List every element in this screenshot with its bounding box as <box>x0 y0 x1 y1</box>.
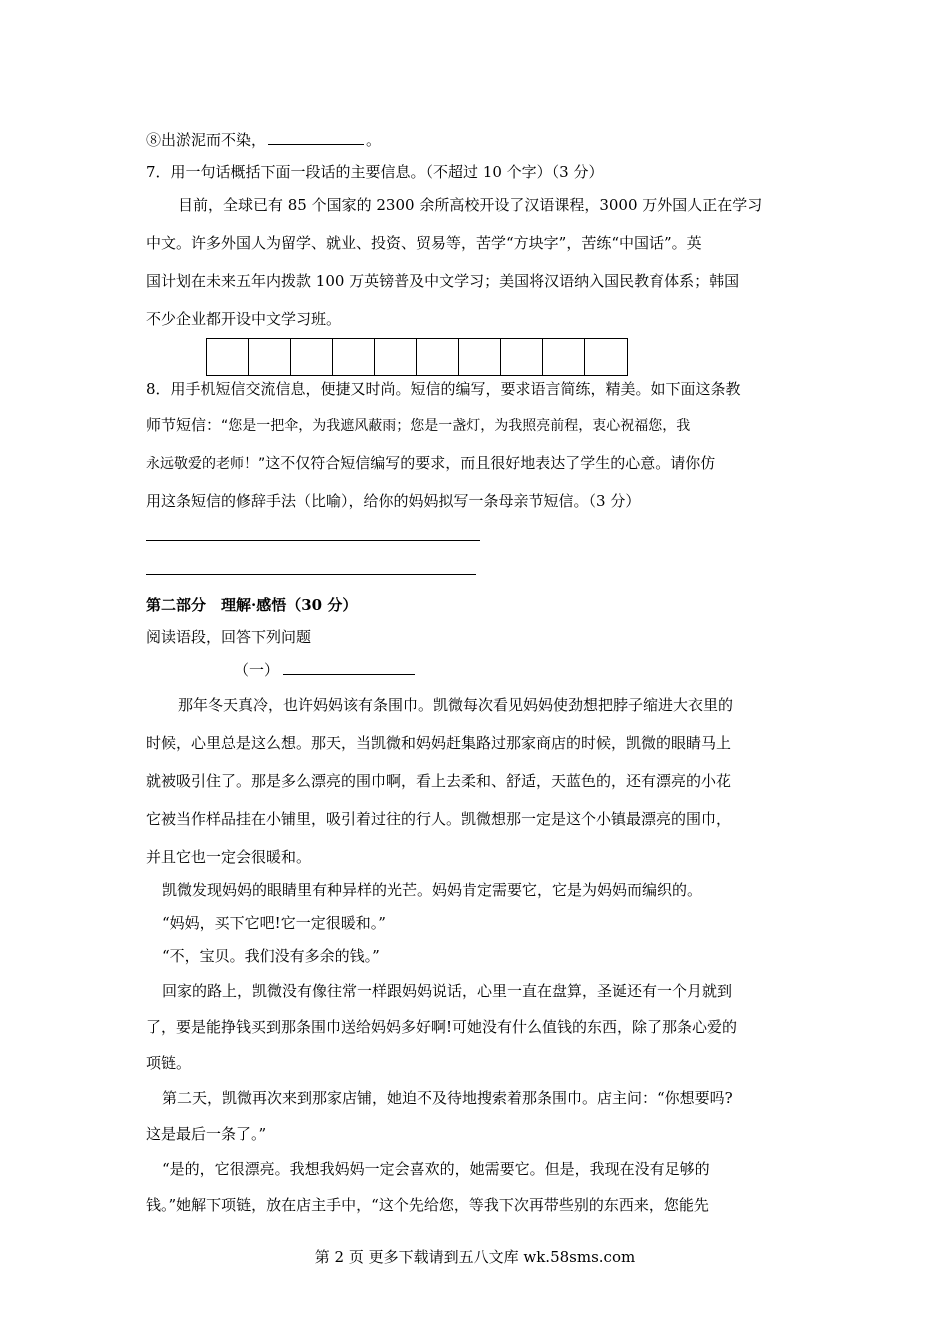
story-line-10: 了，要是能挣钱买到那条围巾送给妈妈多好啊!可她没有什么值钱的东西，除了那条心爱的 <box>146 1018 738 1036</box>
q8-line-2 <box>146 414 806 436</box>
part2-heading: 第二部分 理解·感悟（30 分） <box>146 596 358 614</box>
answer-box[interactable] <box>291 339 333 375</box>
story-line-1: 那年冬天真冷，也许妈妈该有条围巾。凯微每次看见妈妈使劲想把脖子缩进大衣里的 <box>178 696 734 714</box>
story-line-12: 第二天，凯微再次来到那家店铺，她迫不及待地搜索着那条围巾。店主问：“你想要吗? <box>162 1089 733 1107</box>
answer-box[interactable] <box>207 339 249 375</box>
story-line-4: 它被当作样品挂在小铺里，吸引着过往的行人。凯微想那一定是这个小镇最漂亮的围巾， <box>146 810 732 828</box>
section-one-title <box>234 658 894 680</box>
q7-passage-line-1: 目前，全球已有 85 个国家的 2300 余所高校开设了汉语课程，3000 万外国人正在学习 <box>178 196 763 214</box>
answer-box[interactable] <box>375 339 417 375</box>
q8-line3-rest: 这不仅符合短信编写的要求，而且很好地表达了学生的心意。请你仿 <box>265 454 716 472</box>
q6-item8 <box>146 128 806 150</box>
q7-passage-line-4: 不少企业都开设中文学习班。 <box>146 310 342 328</box>
answer-box[interactable] <box>501 339 543 375</box>
answer-box[interactable] <box>333 339 375 375</box>
q8-sample-sms-end: 永远敬爱的老师！” <box>146 456 266 472</box>
story-line-2: 时候，心里总是这么想。那天，当凯微和妈妈赶集路过那家商店的时候，凯微的眼睛马上 <box>146 734 732 752</box>
story-line-5: 并且它也一定会很暖和。 <box>146 848 312 866</box>
answer-box[interactable] <box>249 339 291 375</box>
q7-passage-line-3: 国计划在未来五年内拨款 100 万英镑普及中文学习；美国将汉语纳入国民教育体系；韩国 <box>146 272 740 290</box>
answer-box[interactable] <box>585 339 627 375</box>
answer-box[interactable] <box>417 339 459 375</box>
story-line-11: 项链。 <box>146 1054 192 1072</box>
story-line-14: “是的，它很漂亮。我想我妈妈一定会喜欢的，她需要它。但是，我现在没有足够的 <box>162 1160 710 1178</box>
q6-item8-text: ⑧出淤泥而不染， <box>146 131 267 149</box>
q8-answer-line-1[interactable] <box>146 540 480 541</box>
story-line-8: “不，宝贝。我们没有多余的钱。” <box>162 947 380 965</box>
part2-instruction: 阅读语段，回答下列问题 <box>146 628 312 646</box>
q8-answer-line-2[interactable] <box>146 574 476 575</box>
q8-line-4: 用这条短信的修辞手法（比喻），给你的妈妈拟写一条母亲节短信。（3 分） <box>146 492 641 510</box>
q8-line-1: 8．用手机短信交流信息，便捷又时尚。短信的编写，要求语言简练，精美。如下面这条教 <box>146 380 741 398</box>
q7-answer-boxes[interactable] <box>206 338 628 376</box>
story-line-9: 回家的路上，凯微没有像往常一样跟妈妈说话，心里一直在盘算，圣诞还有一个月就到 <box>162 982 733 1000</box>
q7-passage-line-2: 中文。许多外国人为留学、就业、投资、贸易等，苦学“方块字”，苦练“中国话”。英 <box>146 234 702 252</box>
q8-sample-sms: “您是一把伞，为我遮风蔽雨；您是一盏灯，为我照亮前程，衷心祝福您，我 <box>221 418 691 434</box>
page-footer: 第 2 页 更多下载请到五八文库 wk.58sms.com <box>314 1248 636 1266</box>
story-line-3: 就被吸引住了。那是多么漂亮的围巾啊，看上去柔和、舒适，天蓝色的，还有漂亮的小花 <box>146 772 732 790</box>
q8-line-3 <box>146 452 806 474</box>
q6-item8-suffix: 。 <box>366 131 382 149</box>
q7-question: 7．用一句话概括下面一段话的主要信息。（不超过 10 个字）（3 分） <box>146 163 604 181</box>
answer-box[interactable] <box>459 339 501 375</box>
answer-box[interactable] <box>543 339 585 375</box>
q8-line2-prefix: 师节短信： <box>146 416 222 434</box>
section-one-label: （一） <box>234 661 280 679</box>
story-line-15: 钱。”她解下项链，放在店主手中，“这个先给您，等我下次再带些别的东西来，您能先 <box>146 1196 709 1214</box>
story-line-7: “妈妈，买下它吧!它一定很暖和。” <box>162 914 386 932</box>
story-line-6: 凯微发现妈妈的眼睛里有种异样的光芒。妈妈肯定需要它，它是为妈妈而编织的。 <box>162 881 703 899</box>
q6-item8-blank[interactable] <box>268 128 364 145</box>
story-line-13: 这是最后一条了。” <box>146 1125 267 1143</box>
section-title-blank[interactable] <box>283 658 415 675</box>
